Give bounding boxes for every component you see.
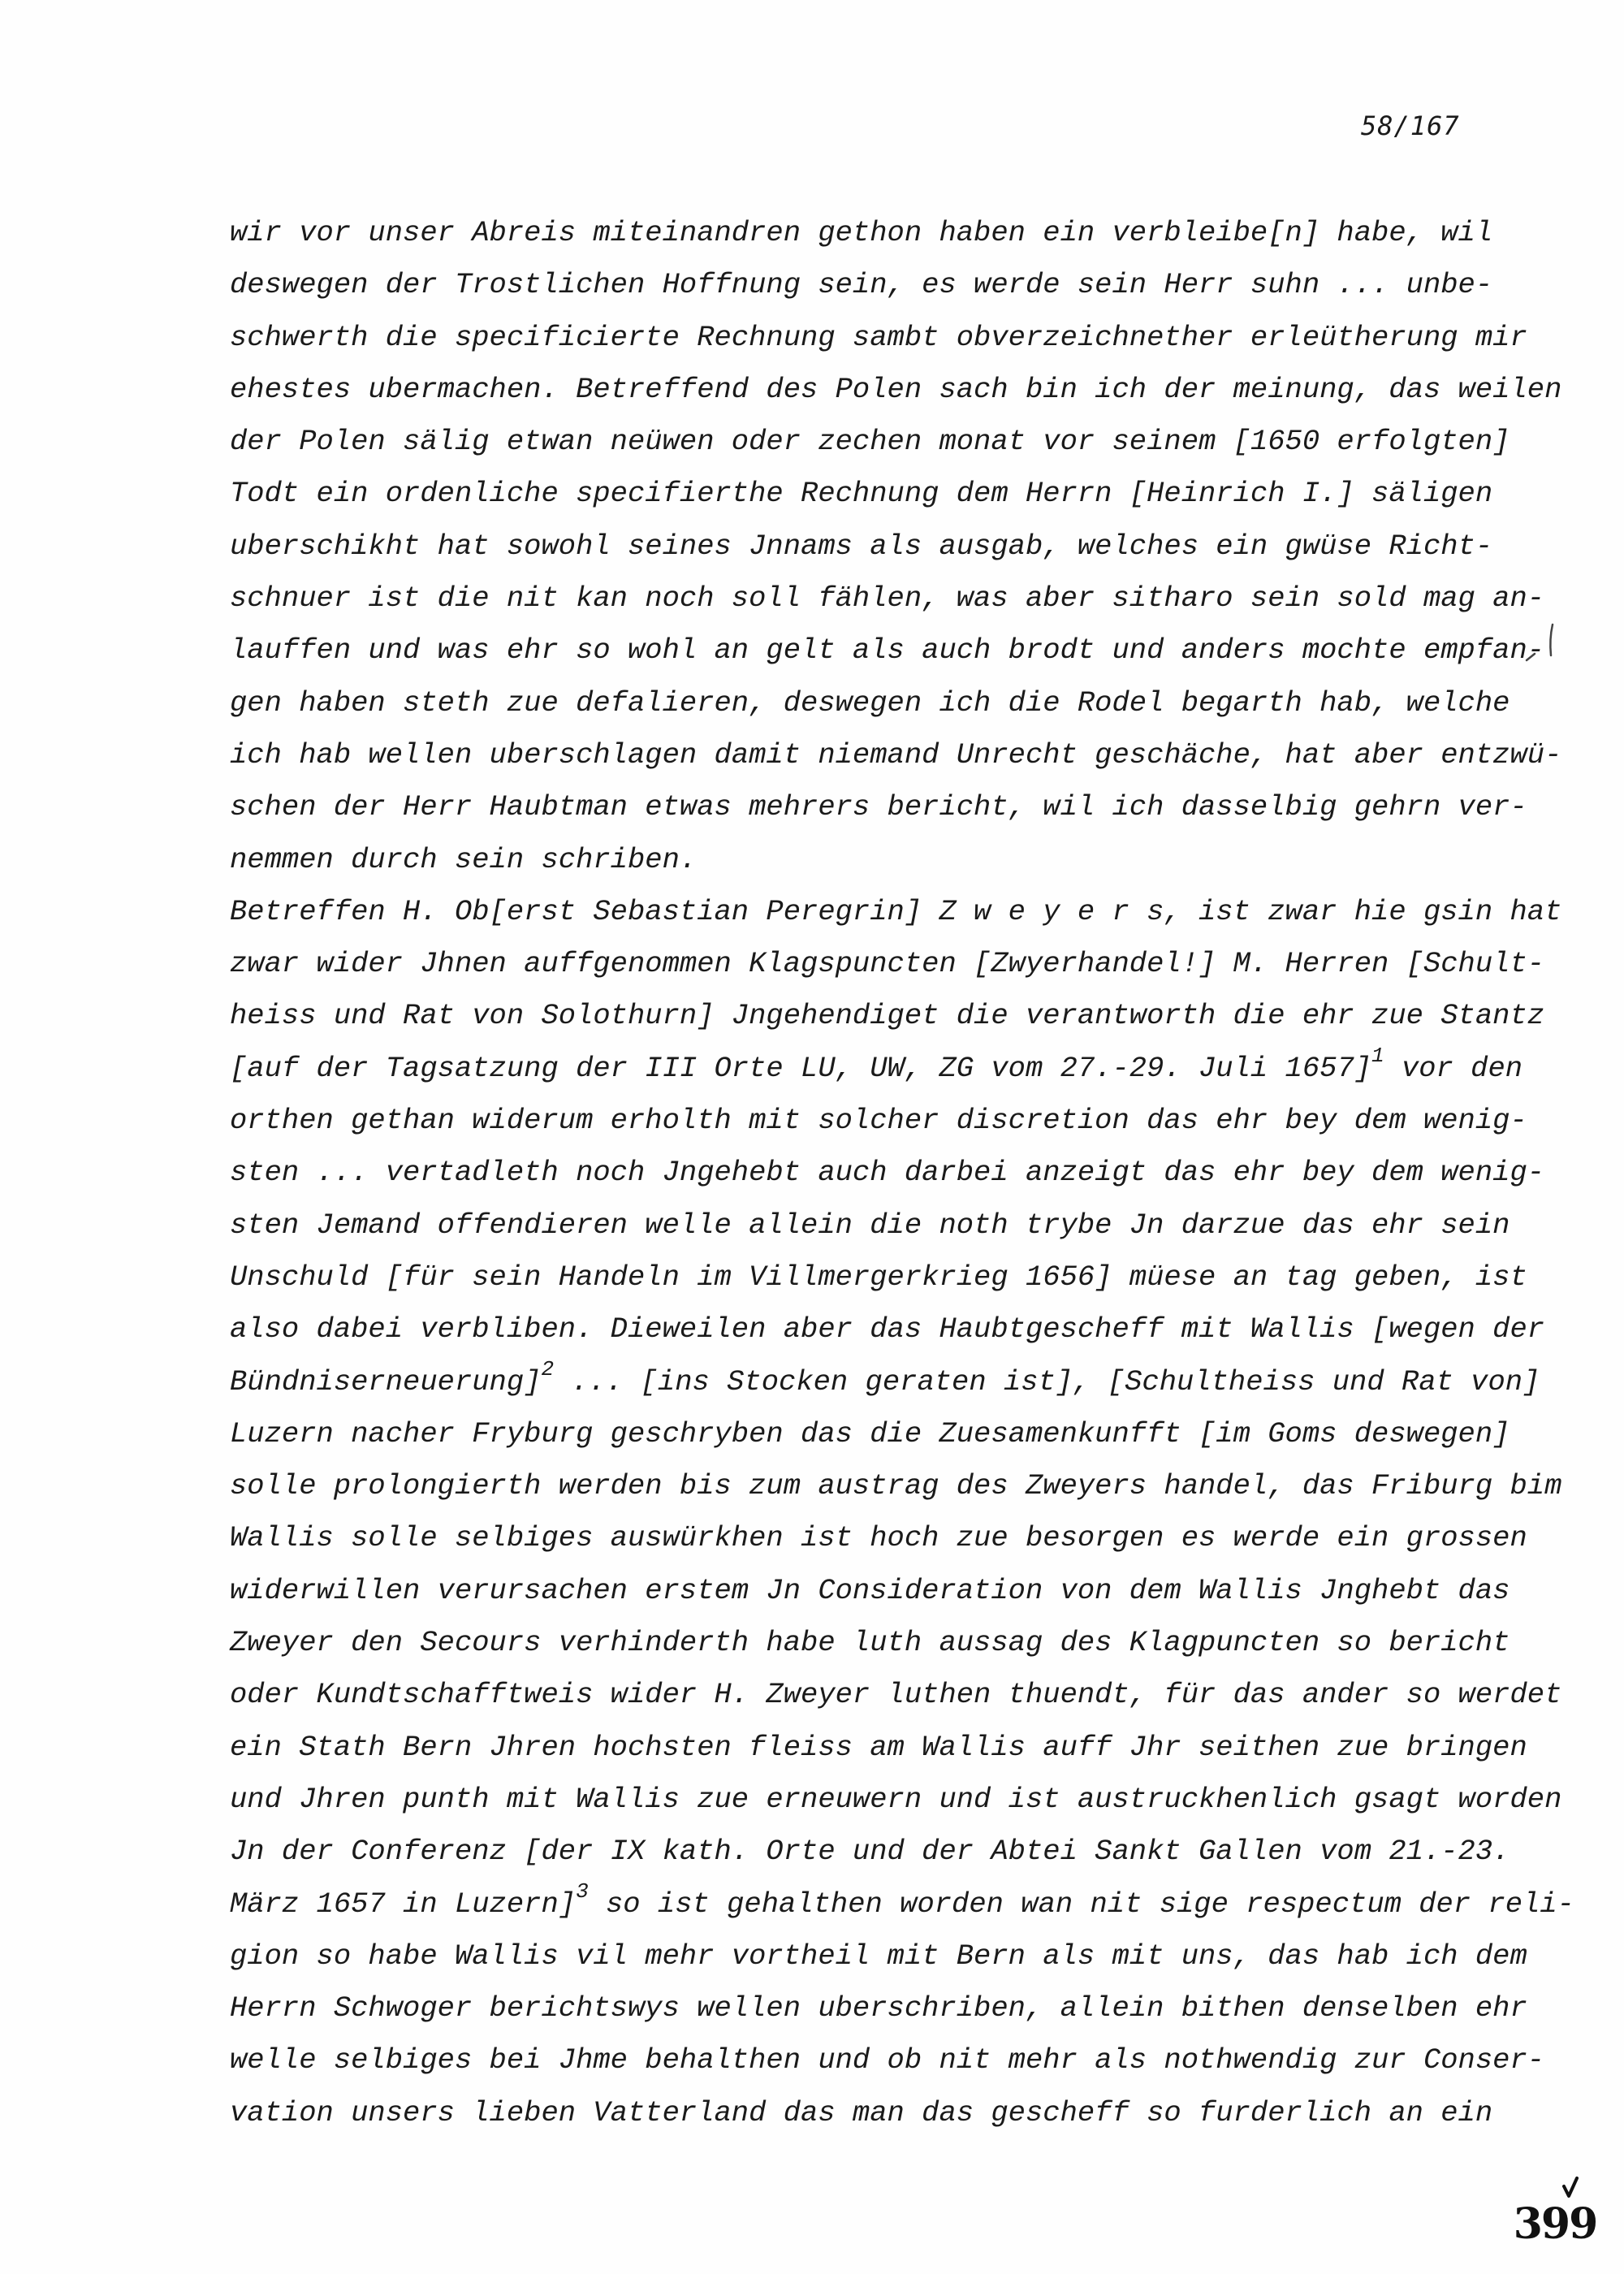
text-line: ein Stath Bern Jhren hochsten fleiss am Wallis auff Jhr seithen zue bringen xyxy=(230,1730,1527,1764)
text-line: solle prolongierth werden bis zum austrag des Zweyers handel, das Friburg bim xyxy=(230,1469,1562,1503)
line-segment: so ist gehalthen worden wan nit sige respectum der reli- xyxy=(588,1887,1574,1921)
line-segment: [auf der Tagsatzung der III Orte LU, UW, ZG vom 27.-29. Juli 1657] xyxy=(230,1051,1372,1085)
transcription-body xyxy=(230,207,1574,2139)
text-line: schnuer ist die nit kan noch soll fählen, was aber sitharo sein sold mag an- xyxy=(230,581,1545,616)
text-line: gion so habe Wallis vil mehr vortheil mit Bern als mit uns, das hab ich dem xyxy=(230,1939,1527,1973)
text-line: oder Kundtschafftweis wider H. Zweyer luthen thuendt, für das ander so werdet xyxy=(230,1678,1562,1712)
archive-folio-stamp xyxy=(1510,2168,1600,2258)
text-line: schen der Herr Haubtman etwas mehrers bericht, wil ich dasselbig gehrn ver- xyxy=(230,790,1527,824)
line-segment: vor den xyxy=(1384,1051,1523,1085)
text-line: Herrn Schwoger berichtswys wellen uberschriben, allein bithen denselben ehr xyxy=(230,1991,1527,2025)
line-segment: ... [ins Stocken geraten ist], [Schultheiss und Rat von] xyxy=(554,1364,1540,1399)
text-line: sten ... vertadleth noch Jngehebt auch darbei anzeigt das ehr bey dem wenig- xyxy=(230,1156,1545,1190)
text-line: zwar wider Jhnen auffgenommen Klagspuncten [Zwyerhandel!] M. Herren [Schult- xyxy=(230,947,1545,981)
footnote-marker: 1 xyxy=(1371,1043,1384,1068)
text-line: Zweyer den Secours verhinderth habe luth aussag des Klagpuncten so bericht xyxy=(230,1626,1510,1660)
text-line: Unschuld [für sein Handeln im Villmergerkrieg 1656] müese an tag geben, ist xyxy=(230,1260,1527,1294)
text-line: sten Jemand offendieren welle allein die noth trybe Jn darzue das ehr sein xyxy=(230,1208,1510,1242)
line-segment: Bündniserneuerung] xyxy=(230,1364,542,1399)
footnote-marker: 2 xyxy=(541,1356,555,1381)
text-line: Betreffen H. Ob[erst Sebastian Peregrin] Z w e y e r s, ist zwar hie gsin hat xyxy=(230,894,1562,928)
folio-number: 399 xyxy=(1513,2199,1597,2249)
line-segment: März 1657 in Luzern] xyxy=(230,1887,577,1921)
text-line: Todt ein ordenliche specifierthe Rechnung dem Herrn [Heinrich I.] säligen xyxy=(230,477,1493,511)
text-line xyxy=(230,1356,1540,1408)
text-line: Jn der Conferenz [der IX kath. Orte und der Abtei Sankt Gallen vom 21.-23. xyxy=(230,1835,1510,1869)
text-line: lauffen und was ehr so wohl an gelt als auch brodt und anders mochte empfan- xyxy=(230,633,1545,668)
text-line xyxy=(230,1878,1574,1930)
text-line: ehestes ubermachen. Betreffend des Polen sach bin ich der meinung, das weilen xyxy=(230,372,1562,406)
text-line: Wallis solle selbiges auswürkhen ist hoch zue besorgen es werde ein grossen xyxy=(230,1521,1527,1555)
text-line xyxy=(230,1043,1523,1095)
text-line: Luzern nacher Fryburg geschryben das die Zuesamenkunfft [im Goms deswegen] xyxy=(230,1416,1510,1450)
text-line: heiss und Rat von Solothurn] Jngehendiget die verantworth die ehr zue Stantz xyxy=(230,999,1545,1033)
text-line: und Jhren punth mit Wallis zue erneuwern und ist austruckhenlich gsagt worden xyxy=(230,1782,1562,1816)
text-line: deswegen der Trostlichen Hoffnung sein, es werde sein Herr suhn ... unbe- xyxy=(230,268,1493,302)
text-line: der Polen sälig etwan neüwen oder zechen monat vor seinem [1650 erfolgten] xyxy=(230,425,1510,459)
text-line: uberschikht hat sowohl seines Jnnams als ausgab, welches ein gwüse Richt- xyxy=(230,529,1493,563)
margin-pencil-mark xyxy=(1525,621,1570,670)
text-line: welle selbiges bei Jhme behalthen und ob nit mehr als nothwendig zur Conser- xyxy=(230,2043,1545,2077)
page-number: 58/167 xyxy=(1361,110,1460,141)
text-line: also dabei verbliben. Dieweilen aber das Haubtgescheff mit Wallis [wegen der xyxy=(230,1312,1545,1347)
text-line: wir vor unser Abreis miteinandren gethon haben ein verbleibe[n] habe, wil xyxy=(230,216,1493,249)
text-line: vation unsers lieben Vatterland das man das gescheff so furderlich an ein xyxy=(230,2095,1493,2129)
footnote-marker: 3 xyxy=(576,1878,589,1904)
text-line: widerwillen verursachen erstem Jn Consideration von dem Wallis Jnghebt das xyxy=(230,1573,1510,1607)
text-line: orthen gethan widerum erholth mit solcher discretion das ehr bey dem wenig- xyxy=(230,1104,1527,1138)
text-line: schwerth die specificierte Rechnung sambt obverzeichnether erleütherung mir xyxy=(230,320,1527,354)
text-line: nemmen durch sein schriben. xyxy=(230,842,698,876)
text-line: gen haben steth zue defalieren, deswegen ich die Rodel begarth hab, welche xyxy=(230,685,1510,720)
text-line: ich hab wellen uberschlagen damit niemand Unrecht geschäche, hat aber entzwü- xyxy=(230,737,1562,772)
